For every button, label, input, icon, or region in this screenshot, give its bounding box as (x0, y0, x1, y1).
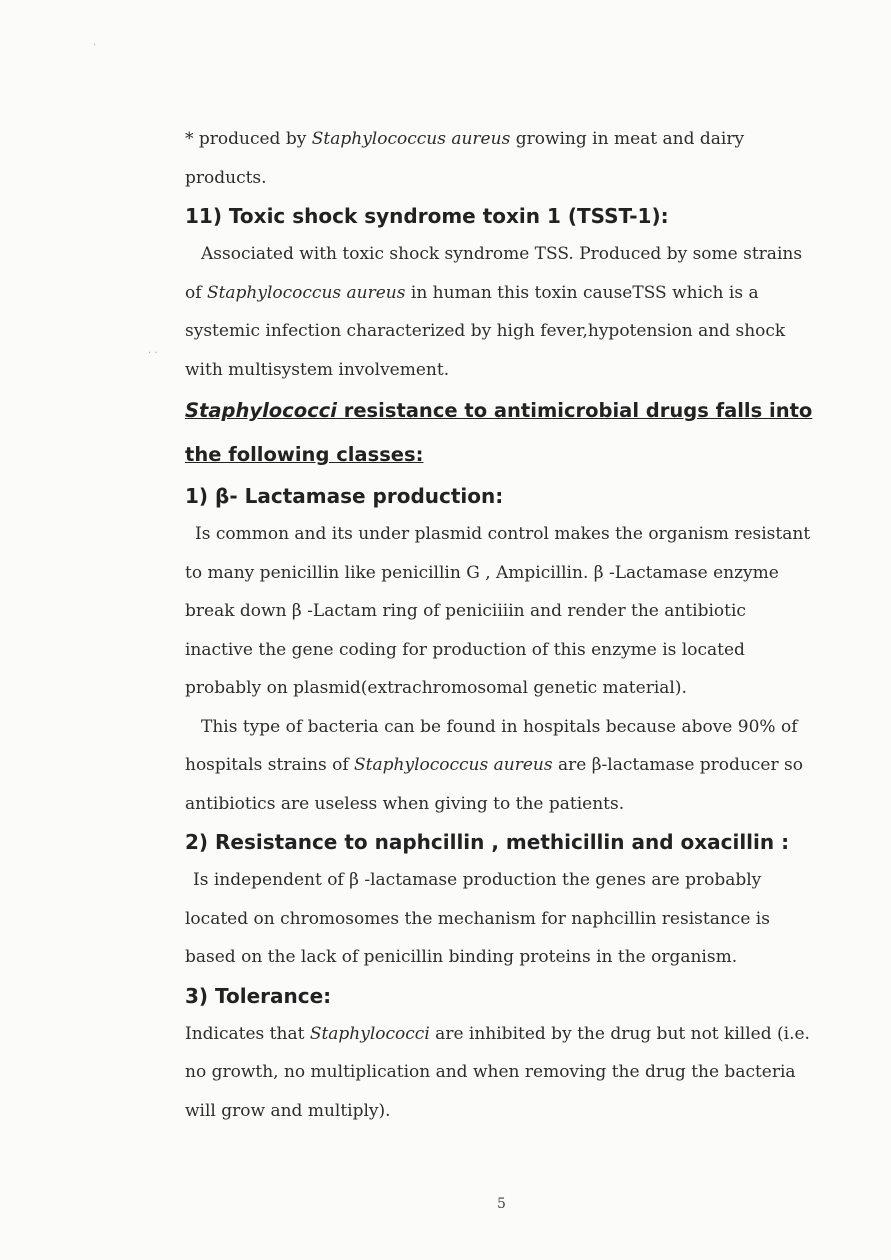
tsst-heading: 11) Toxic shock syndrome toxin 1 (TSST-1): (185, 204, 669, 228)
scan-speck: · (93, 40, 97, 51)
tolerance-paragraph: Indicates that Staphylococci are inhibited by the drug but not killed (i.e. no growth, no multiplication and when removing the drug the bacteria will grow and multiply). (185, 1023, 810, 1121)
tolerance-heading: 3) Tolerance: (185, 983, 332, 1008)
organism-name: Staphylococci (309, 1023, 430, 1044)
tsst-paragraph: Associated with toxic shock syndrome TSS. Produced by some strains of Staphylococcus aureus in human this toxin causeTSS which is a systemic infection characterized by high fever,hypotension and shock with multisystem involvement. (185, 244, 803, 380)
resistance-section-heading: Staphylococci resistance to antimicrobial drugs falls into the following classes: (185, 399, 813, 466)
hospital-strains-paragraph: This type of bacteria can be found in hospitals because above 90% of hospitals strains of Staphylococcus aureus are β-lactamase producer so antibiotics are useless when giving to the patients. (185, 716, 803, 814)
organism-name: Staphylococcus aureus (354, 755, 553, 775)
page-content (185, 120, 815, 1130)
naphcillin-paragraph: Is independent of β -lactamase production the genes are probably located on chromosomes the mechanism for naphcillin resistance is based on the lack of penicillin binding proteins in the organism. (185, 870, 770, 967)
organism-name: Staphylococcus aureus (311, 129, 511, 149)
scan-speck: · · (148, 348, 158, 359)
beta-lactamase-heading: 1) β- Lactamase production: (185, 484, 504, 508)
naphcillin-heading: 2) Resistance to naphcillin , methicillin and oxacillin : (185, 830, 790, 854)
beta-lactamase-paragraph: Is common and its under plasmid control makes the organism resistant to many penicillin like penicillin G , Ampicillin. β -Lactamase enzyme break down β -Lactam ring of peniciiiin and render the antibiotic inactive the gene coding for production of this enzyme is located probably on plasmid(extrachromosomal genetic material). (185, 524, 811, 698)
page-number: 5 (497, 1196, 506, 1212)
intro-paragraph: * produced by Staphylococcus aureus growing in meat and dairy products. (185, 129, 745, 188)
organism-name: Staphylococcus aureus (206, 282, 406, 303)
